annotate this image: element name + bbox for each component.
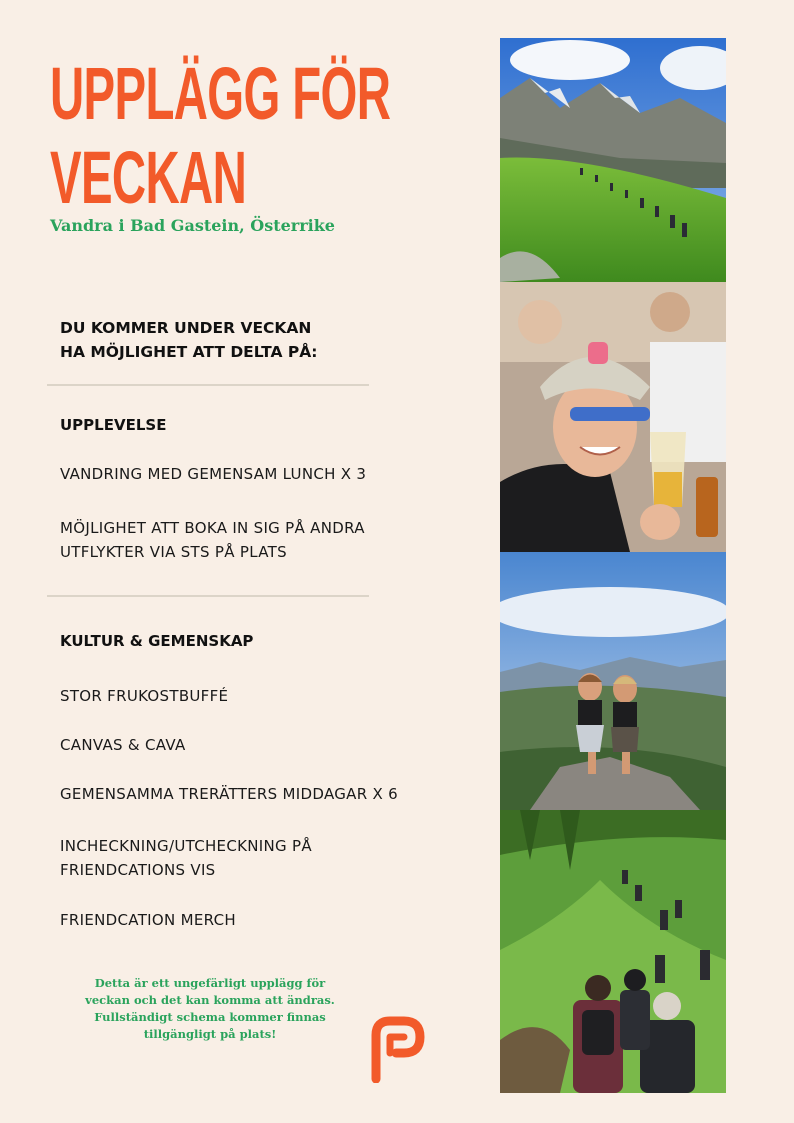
photo-mountain-hike (500, 38, 726, 282)
section-heading-upplevelse: UPPLEVELSE (60, 416, 167, 434)
list-item: INCHECKNING/UTCHECKNING PÅ FRIENDCATIONS VIS (60, 837, 312, 879)
divider (47, 595, 369, 597)
title-line-1: UPPLÄGG FÖR (50, 52, 391, 135)
list-item: FRIENDCATION MERCH (60, 911, 236, 929)
intro-text (60, 316, 317, 364)
section-heading-kultur: KULTUR & GEMENSKAP (60, 632, 254, 650)
list-item: STOR FRUKOSTBUFFÉ (60, 687, 229, 705)
page-title (50, 52, 390, 220)
photo-smiling-woman (500, 282, 726, 552)
list-item: VANDRING MED GEMENSAM LUNCH X 3 (60, 465, 367, 483)
disclaimer-note: Detta är ett ungefärligt upplägg för veckan och det kan komma att ändras. Fullständigt schema kommer finnas tillgängligt på plats! (85, 976, 335, 1041)
subtitle: Vandra i Bad Gastein, Österrike (50, 216, 335, 235)
intro-line-1: DU KOMMER UNDER VECKAN (60, 319, 312, 337)
photo-group-hiking (500, 810, 726, 1093)
list-item: MÖJLIGHET ATT BOKA IN SIG PÅ ANDRA UTFLYKTER VIA STS PÅ PLATS (60, 519, 365, 561)
intro-line-2: HA MÖJLIGHET ATT DELTA PÅ: (60, 343, 318, 361)
list-item: CANVAS & CAVA (60, 736, 186, 754)
list-item: GEMENSAMMA TRERÄTTERS MIDDAGAR X 6 (60, 785, 399, 803)
photo-strip (500, 38, 726, 1093)
divider (47, 384, 369, 386)
title-line-2: VECKAN (50, 136, 247, 219)
friendcation-logo-icon (366, 1015, 428, 1083)
photo-two-hikers-on-rock (500, 552, 726, 810)
